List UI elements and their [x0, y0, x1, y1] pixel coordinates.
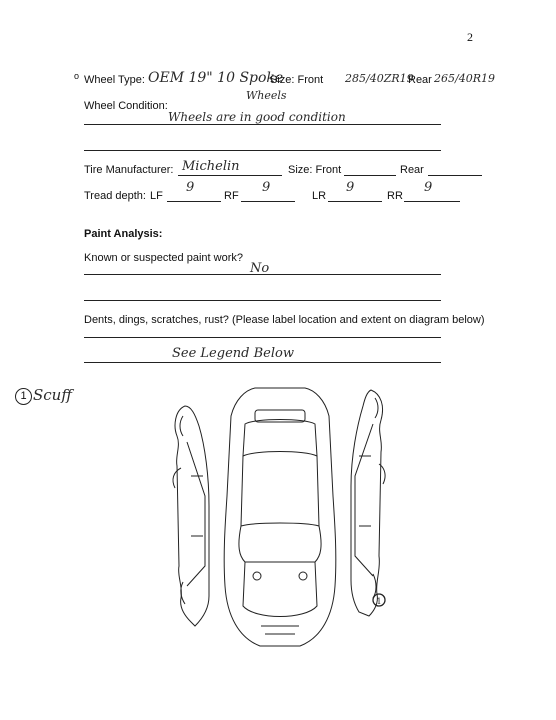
wheel-rear-label: Rear [408, 74, 432, 86]
wheel-condition-line-2 [84, 150, 441, 151]
legend-marker-circle [15, 388, 32, 405]
legend-item-1: Scuff [33, 386, 72, 404]
scuff-marker-1[interactable] [373, 594, 385, 606]
wheel-type-value-2: Wheels [246, 89, 287, 102]
tread-rf-label: RF [224, 190, 239, 202]
tread-lf-value[interactable]: 9 [186, 180, 195, 195]
tire-size-front-line[interactable] [344, 175, 396, 176]
car-right-side-view [351, 390, 385, 616]
paint-known-value[interactable]: No [250, 261, 270, 276]
wheel-condition-label: Wheel Condition: [84, 100, 168, 112]
paint-known-line-1 [84, 274, 441, 275]
tread-rr-value[interactable]: 9 [424, 180, 433, 195]
tire-rear-label: Rear [400, 164, 424, 176]
wheel-front-size[interactable]: 285/40ZR19 [345, 72, 414, 85]
tread-rf-line [241, 201, 295, 202]
car-top-view [224, 388, 336, 646]
paint-dents-line-1 [84, 337, 441, 338]
tread-lf-line [167, 201, 221, 202]
scuff-marker-number: 1 [376, 597, 382, 606]
tread-rr-label: RR [387, 190, 403, 202]
tire-manufacturer-label: Tire Manufacturer: [84, 164, 174, 176]
bullet: o [74, 71, 80, 81]
wheel-size-front-label: Size: Front [270, 74, 324, 86]
tread-depth-label: Tread depth: [84, 190, 146, 202]
paint-dents-value[interactable]: See Legend Below [172, 346, 294, 361]
wheel-rear-size[interactable]: 265/40R19 [434, 72, 495, 85]
legend-marker-number: 1 [20, 390, 27, 402]
vehicle-damage-diagram[interactable] [165, 376, 395, 706]
wheel-condition-line-1 [84, 124, 441, 125]
tire-rear-line[interactable] [428, 175, 482, 176]
tread-rf-value[interactable]: 9 [262, 180, 271, 195]
paint-known-line-2 [84, 300, 441, 301]
paint-dents-label: Dents, dings, scratches, rust? (Please label location and extent on diagram below) [84, 314, 485, 326]
wheel-type-label: Wheel Type: [84, 74, 145, 86]
tread-lr-value[interactable]: 9 [346, 180, 355, 195]
tire-manufacturer-line [178, 175, 282, 176]
tread-rr-line [404, 201, 460, 202]
paint-analysis-heading: Paint Analysis: [84, 228, 163, 240]
wheel-condition-value[interactable]: Wheels are in good condition [168, 110, 346, 124]
tread-lf-label: LF [150, 190, 163, 202]
car-left-side-view [173, 406, 209, 626]
page-number: 2 [467, 30, 473, 44]
paint-dents-line-2 [84, 362, 441, 363]
tire-manufacturer-value[interactable]: Michelin [182, 159, 240, 174]
wheel-type-value[interactable]: OEM 19" 10 Spoke [148, 70, 284, 86]
tire-size-front-label: Size: Front [288, 164, 342, 176]
tread-lr-label: LR [312, 190, 327, 202]
tread-lr-line [328, 201, 382, 202]
paint-known-label: Known or suspected paint work? [84, 252, 243, 264]
